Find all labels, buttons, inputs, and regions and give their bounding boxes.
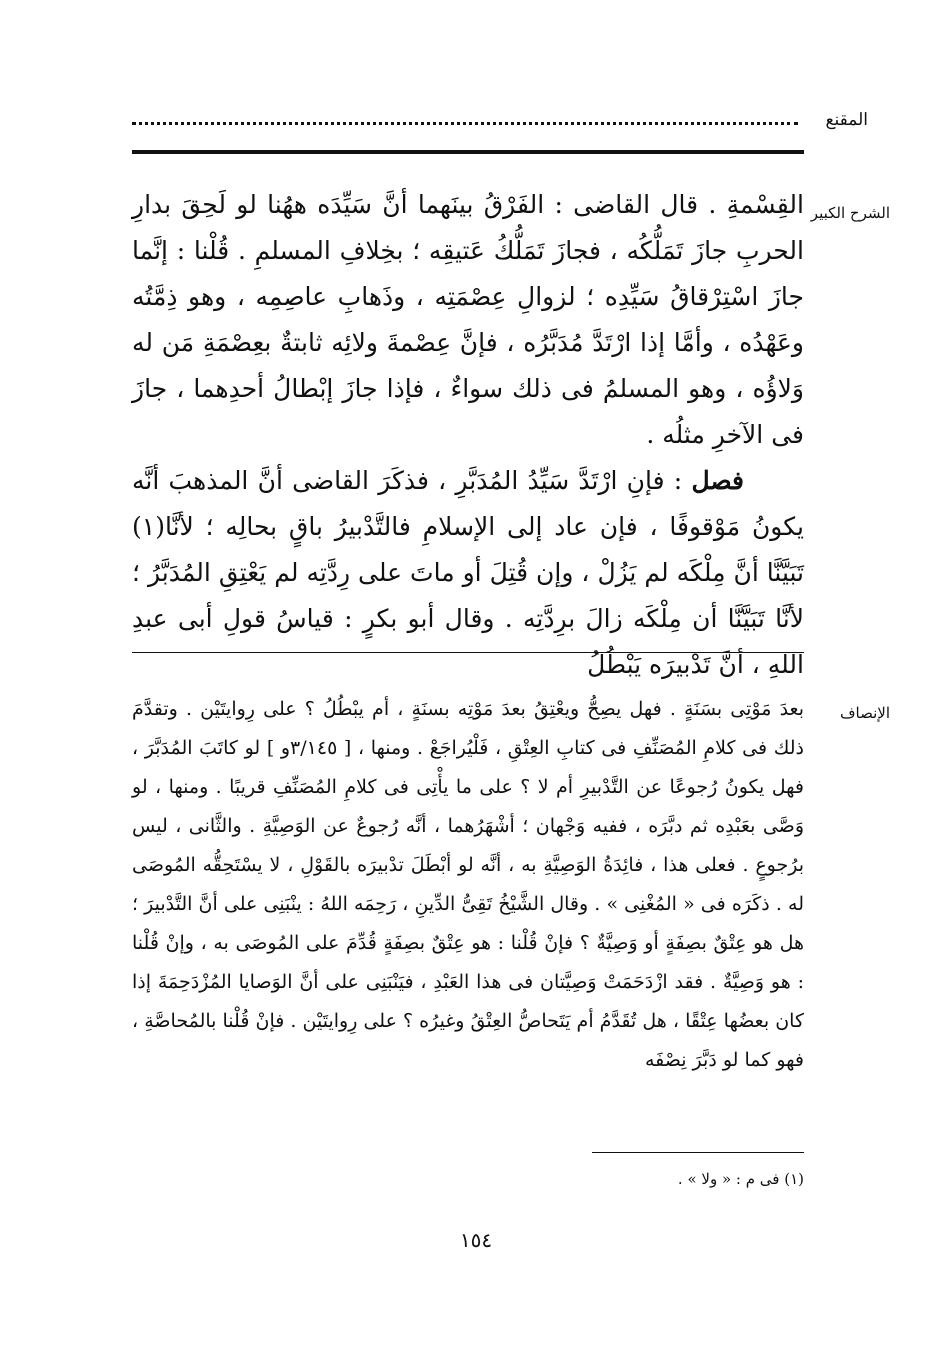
insaf-section-label: الإنصاف bbox=[839, 704, 890, 722]
insaf-text bbox=[132, 690, 804, 1080]
section-divider bbox=[132, 652, 804, 653]
page-header bbox=[132, 110, 868, 140]
header-rule bbox=[132, 150, 804, 154]
footnote-rule bbox=[592, 1152, 804, 1153]
page-number: ١٥٤ bbox=[459, 1228, 493, 1252]
main-section-label: الشرح الكبير bbox=[810, 204, 890, 222]
header-dotted-line bbox=[132, 122, 798, 125]
main-commentary bbox=[132, 182, 804, 688]
footnote: (١) فى م : « ولا » . bbox=[677, 1170, 804, 1188]
insaf-paragraph: بعدَ مَوْتِى بسَنَةٍ . فهل يصِحُّ ويعْتِقُ بعدَ مَوْتِه بسنَةٍ ، أم يبْطُلُ ؟ على رِوايتَيْن . وتقدَّمَ ذلك فى كلامِ المُصَنِّفِ فى كتابِ العِتْقِ ، فَلْيُراجَعْ . ومنها ، [ ٣/١٤٥و ] لو كاتَبَ المُدَبَّرَ ، فهل يكونُ رُجوعًا عن التَّدْبيرِ أم لا ؟ على ما يأْتِى فى كلامِ المُصَنِّفِ قريبًا . ومنها ، لو وَصَّى بعَبْدِه ثم دبَّرَه ، ففيه وَجْهان ؛ أشْهَرُهما ، أنَّه رُجوعٌ عن الوَصِيَّةِ . والثَّانى ، ليس برُجوعٍ . فعلى هذا ، فائِدَةُ الوَصِيَّةِ به ، أنَّه لو أبْطَلَ تدْبيرَه بالقَوْلِ ، لا يسْتَحِقُّه المُوصَى له . ذكَرَه فى « المُغْنِى » . وقال الشَّيْخُ تَقِىُّ الدِّينِ ، رَحِمَه اللهُ : ينْبَنِى على أنَّ التَّدْبيرَ ؛ هل هو عِتْقٌ بصِفَةٍ أو وَصِيَّةٌ ؟ فإنْ قُلْنا : هو عِتْقٌ بصِفَةٍ قُدِّمَ على المُوصَى به ، وإنْ قُلْنا : هو وَصِيَّةٌ . فقد ازْدَحَمَتْ وَصِيَّتان فى هذا العَبْدِ ، فيَنْبَنِى على أنَّ الوَصايا المُزْدَحِمَةَ إذا كان بعضُها عِتْقًا ، هل تُقَدَّمُ أم يَتَحاصُّ العِتْقُ وغيرُه ؟ على رِوايتَيْن . فإنْ قُلْنا بالمُحاصَّةِ ، فهو كما لو دَبَّرَ نِصْفَه bbox=[132, 698, 804, 1071]
fasl-heading: فصل bbox=[691, 466, 745, 495]
book-title: المقنع bbox=[825, 110, 868, 130]
commentary-paragraph-1: القِسْمةِ . قال القاضى : الفَرْقُ بينَهما أنَّ سَيِّدَه ههُنا لو لَحِقَ بدارِ الحربِ جازَ تَمَلُّكُه ، فجازَ تَمَلُّكُ عَتيقِه ؛ بخِلافِ المسلمِ . قُلْنا : إنَّما جازَ اسْتِرْقاقُ سَيِّدِه ؛ لزوالِ عِصْمَتِه ، وذَهابِ عاصِمِه ، وهو ذِمَّتُه وعَهْدُه ، وأمَّا إذا ارْتَدَّ مُدَبَّرُه ، فإنَّ عِصْمةَ ولائِه ثابتةٌ بعِصْمَةِ مَن له وَلاؤُه ، وهو المسلمُ فى ذلك سواءٌ ، فإذا جازَ إبْطالُ أحدِهما ، جازَ فى الآخرِ مثلُه . bbox=[132, 190, 804, 449]
fasl-body: : فإنِ ارْتَدَّ سَيِّدُ المُدَبَّرِ ، فذكَرَ القاضى أنَّ المذهبَ أنَّه يكونُ مَوْقوفًا ، فإن عاد إلى الإسلامِ فالتَّدْبيرُ باقٍ بحالِه ؛ لأنَّا(١) تَبَيَّنَّا أنَّ مِلْكَه لم يَزُلْ ، وإن قُتِلَ أو ماتَ على رِدَّتِه لم يَعْتِقِ المُدَبَّرُ ؛ لأنَّا تَبَيَّنَّا أن مِلْكَه زالَ برِدَّتِه . وقال أبو بكرٍ : قياسُ قولِ أبى عبدِ اللهِ ، أنَّ تَدْبيرَه يَبْطُلُ bbox=[132, 466, 804, 679]
commentary-paragraph-2 bbox=[132, 458, 804, 688]
